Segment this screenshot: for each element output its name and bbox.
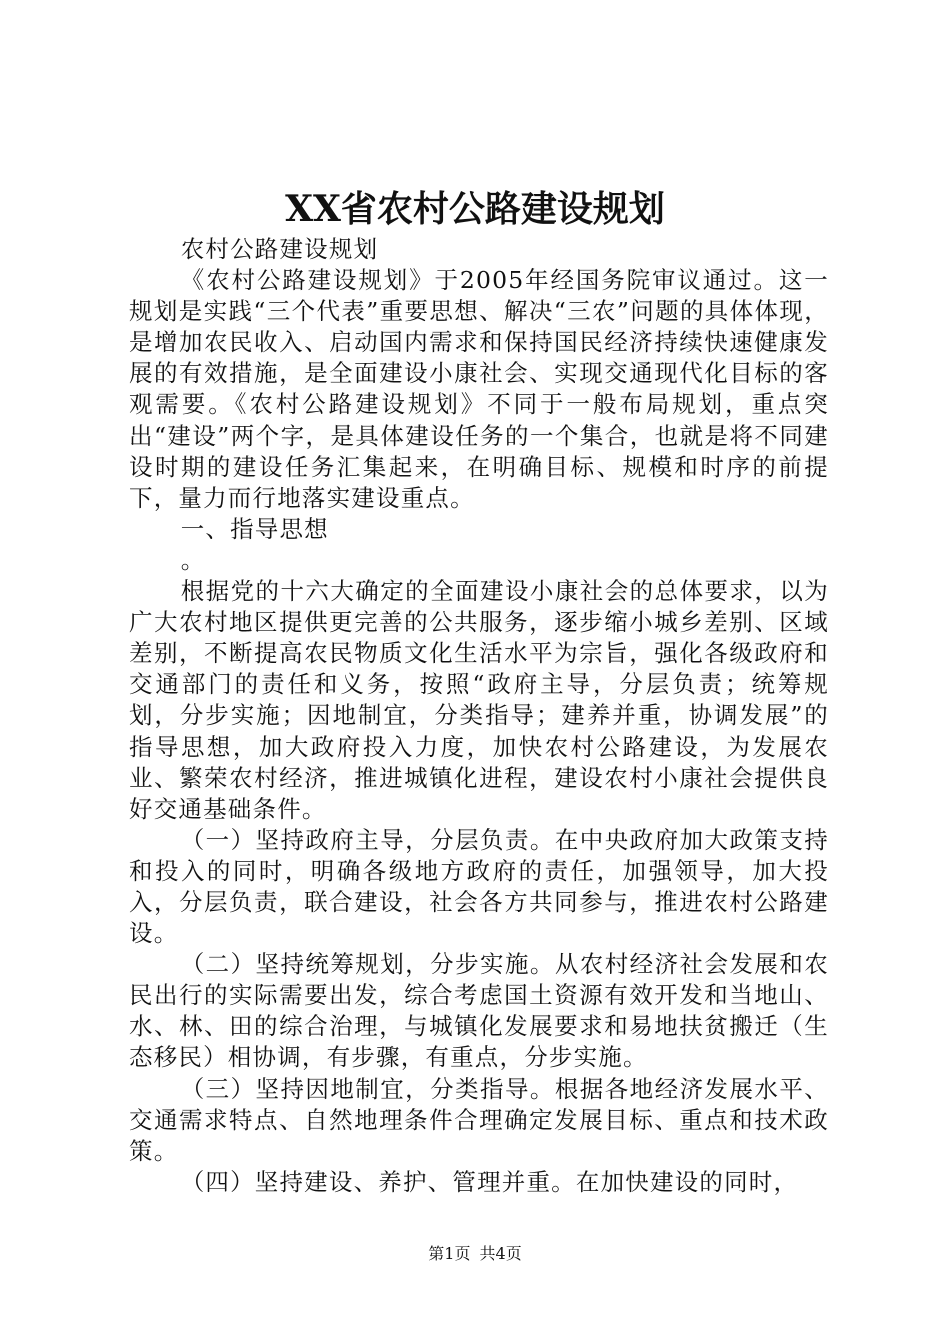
paragraph-punctuation: 。: [180, 545, 206, 574]
paragraph-subtitle: 农村公路建设规划: [180, 235, 379, 263]
page-footer: [0, 1243, 950, 1265]
paragraph-principle-1: （一）坚持政府主导，分层负责。在中央政府加大政策支持和投入的同时，明确各级地方政府的责任，加强领导，加大投入，分层负责，联合建设，社会各方共同参与，推进农村公路建设。: [129, 825, 829, 948]
paragraph-intro: 《农村公路建设规划》于2005年经国务院审议通过。这一规划是实践“三个代表”重要思想、解决“三农”问题的具体体现，是增加农民收入、启动国内需求和保持国民经济持续快速健康发展的有效措施，是全面建设小康社会、实现交通现代化目标的客观需要。《农村公路建设规划》不同于一般布局规划，重点突出“建设”两个字，是具体建设任务的一个集合，也就是将不同建设时期的建设任务汇集起来，在明确目标、规模和时序的前提下，量力而行地落实建设重点。: [129, 266, 829, 512]
document-body: [129, 234, 829, 1198]
paragraph-principle-2: （二）坚持统筹规划，分步实施。从农村经济社会发展和农民出行的实际需要出发，综合考虑国土资源有效开发和当地山、水、林、田的综合治理，与城镇化发展要求和易地扶贫搬迁（生态移民）相协调，有步骤，有重点，分步实施。: [129, 950, 829, 1072]
page-total: 共4页: [479, 1244, 522, 1263]
paragraph-principle-3: （三）坚持因地制宜，分类指导。根据各地经济发展水平、交通需求特点、自然地理条件合理确定发展目标、重点和技术政策。: [129, 1074, 829, 1165]
paragraph-guiding-thought: 根据党的十六大确定的全面建设小康社会的总体要求，以为广大农村地区提供更完善的公共服务，逐步缩小城乡差别、区域差别，不断提高农民物质文化生活水平为宗旨，强化各级政府和交通部门的责任和义务，按照“政府主导，分层负责；统筹规划，分步实施；因地制宜，分类指导；建养并重，协调发展”的指导思想，加大政府投入力度，加快农村公路建设，为发展农业、繁荣农村经济，推进城镇化进程，建设农村小康社会提供良好交通基础条件。: [129, 577, 829, 823]
paragraph-principle-4: （四）坚持建设、养护、管理并重。在加快建设的同时，: [180, 1167, 799, 1196]
document-title: XX省农村公路建设规划: [285, 188, 665, 230]
section-heading: 一、指导思想: [180, 514, 329, 543]
page-number: 第1页: [428, 1244, 471, 1263]
